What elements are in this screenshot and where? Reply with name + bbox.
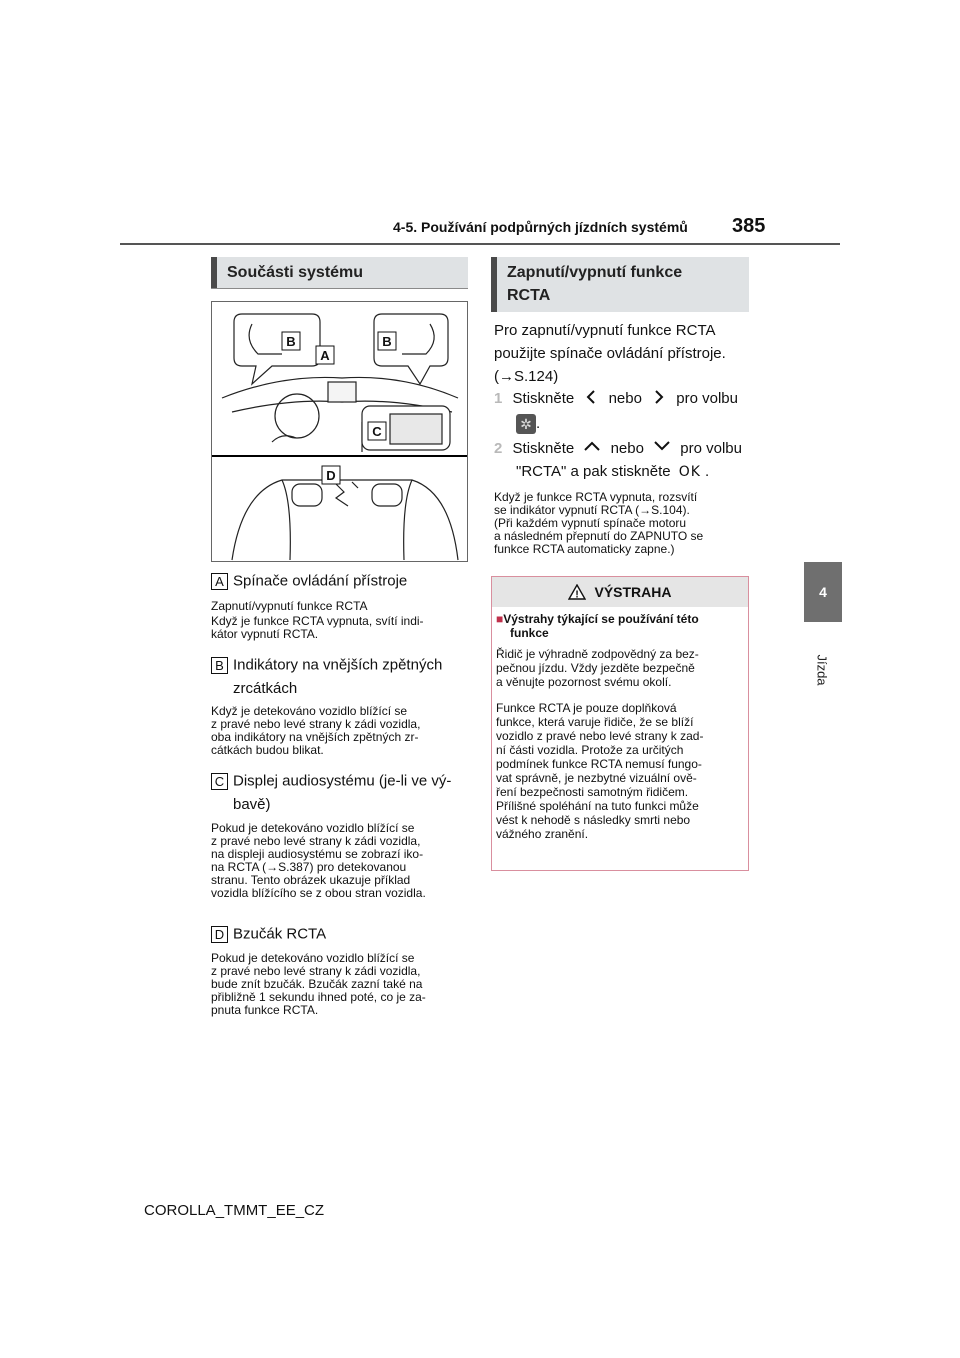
step-text: Stiskněte bbox=[512, 440, 575, 457]
item-b-desc bbox=[211, 705, 420, 757]
step-text: Stiskněte bbox=[512, 390, 575, 407]
note-line: Když je funkce RCTA vypnuta, rozsvítí bbox=[494, 490, 698, 504]
warning-line: vozidlo z pravé nebo levé strany k zad- bbox=[496, 729, 704, 743]
headrest-right bbox=[372, 484, 402, 506]
warning-line: ření bezpečnosti samotným řidičem. bbox=[496, 785, 689, 799]
step-text: . bbox=[704, 463, 710, 480]
item-d-title bbox=[211, 922, 326, 946]
item-b-desc-line: z pravé nebo levé strany k zádi vozidla, bbox=[211, 717, 421, 731]
warning-header bbox=[492, 577, 748, 607]
chevron-right-icon bbox=[652, 389, 666, 405]
warning-paragraph-1 bbox=[496, 647, 746, 689]
item-a-desc bbox=[211, 600, 424, 641]
chevron-down-icon bbox=[653, 440, 671, 452]
note-line: se indikátor vypnutí RCTA (→S.104). bbox=[494, 503, 690, 517]
note-line: a následném přepnutí do ZAPNUTO se bbox=[494, 529, 704, 543]
section-title-text: Součásti systému bbox=[227, 264, 364, 281]
item-d-desc-line: bude znít bzučák. Bzučák zazní také na bbox=[211, 977, 423, 991]
bullet-square-icon: ■ bbox=[496, 612, 504, 626]
step-text: nebo bbox=[608, 390, 642, 407]
footer-code: COROLLA_TMMT_EE_CZ bbox=[144, 1202, 325, 1219]
figure-label-a: A bbox=[320, 348, 330, 363]
chevron-left-icon bbox=[584, 389, 598, 405]
item-d-desc-line: Pokud je detekováno vozidlo blížící se bbox=[211, 951, 415, 965]
item-d-desc bbox=[211, 952, 426, 1017]
figure-label-b-left: B bbox=[286, 334, 296, 349]
step-text: nebo bbox=[610, 440, 644, 457]
intro-line: (→S.124) bbox=[494, 368, 559, 385]
section-title-rcta-toggle bbox=[491, 257, 749, 312]
warning-line: vat správně, je nezbytné vizuální ově- bbox=[496, 771, 697, 785]
warning-line: Řidič je výhradně zodpovědný za bez- bbox=[496, 647, 699, 661]
header-divider bbox=[120, 243, 840, 245]
buzzer-sound-icon bbox=[334, 482, 348, 506]
item-b-title-text: Indikátory na vnějších zpětných bbox=[233, 656, 443, 674]
item-c-desc-line: na RCTA (→S.387) pro detekovanou bbox=[211, 860, 407, 874]
warning-line: funkce, která varuje řidiče, že se blíží bbox=[496, 715, 694, 729]
item-b-desc-line: Když je detekováno vozidlo blížící se bbox=[211, 704, 408, 718]
note-paragraph bbox=[494, 491, 752, 556]
display-screen bbox=[328, 382, 356, 402]
warning-subhead bbox=[496, 612, 746, 640]
item-b-desc-line: oba indikátory na vnějších zpětných zr- bbox=[211, 730, 419, 744]
badge-b: B bbox=[211, 657, 228, 674]
warning-line: vážného zranění. bbox=[496, 827, 589, 841]
warning-line: ní části vozidla. Protože za určitých bbox=[496, 743, 684, 757]
step-text: pro volbu bbox=[680, 440, 742, 457]
intro-paragraph bbox=[494, 319, 752, 388]
item-c-desc-line: stranu. Tento obrázek ukazuje příklad bbox=[211, 873, 411, 887]
svg-text:!: ! bbox=[575, 589, 580, 600]
header-title: 4-5. Používání podpůrných jízdních systémů bbox=[393, 219, 688, 235]
warning-line: Přílišné spoléhání na tuto funkci může bbox=[496, 799, 699, 813]
figure-label-b-right: B bbox=[382, 334, 392, 349]
section-title-components bbox=[211, 257, 468, 289]
warning-subhead-text: Výstrahy týkající se používání této bbox=[503, 612, 699, 626]
left-mirror-callout bbox=[234, 314, 320, 384]
rcta-display-icon bbox=[390, 414, 442, 444]
step-text: "RCTA" a pak stiskněte bbox=[516, 463, 671, 480]
warning-line: a věnujte pozornost svému okolí. bbox=[496, 675, 672, 689]
warning-paragraph-2 bbox=[496, 701, 746, 841]
section-title-line: Zapnutí/vypnutí funkce bbox=[507, 264, 683, 281]
badge-a: A bbox=[211, 573, 228, 590]
item-d-desc-line: pnuta funkce RCTA. bbox=[211, 1003, 319, 1017]
page-number: 385 bbox=[732, 215, 766, 237]
step-1 bbox=[494, 387, 754, 435]
item-b-title-text-2: zrcátkách bbox=[233, 679, 298, 697]
figure-label-c: C bbox=[372, 424, 382, 439]
system-components-figure bbox=[211, 301, 468, 562]
chevron-up-icon bbox=[583, 440, 601, 452]
step-number: 1 bbox=[494, 390, 503, 407]
warning-line: pečnou jízdu. Vždy jezděte bezpečně bbox=[496, 661, 695, 675]
badge-d: D bbox=[211, 926, 228, 943]
badge-c: C bbox=[211, 773, 228, 790]
step-2 bbox=[494, 437, 754, 484]
section-title-line: RCTA bbox=[507, 287, 551, 304]
item-c-title-text: Displej audiosystému (je-li ve vý- bbox=[233, 772, 452, 790]
step-number: 2 bbox=[494, 440, 503, 457]
car-interior-illustration bbox=[212, 302, 467, 561]
item-c-desc-line: Pokud je detekováno vozidlo blížící se bbox=[211, 821, 415, 835]
step-text: . bbox=[536, 415, 541, 432]
item-c-desc bbox=[211, 822, 426, 900]
warning-subhead-text: funkce bbox=[510, 626, 549, 640]
chapter-label: Jízda bbox=[814, 654, 830, 686]
note-line: (Při každém vypnutí spínače motoru bbox=[494, 516, 687, 530]
steering-wheel bbox=[275, 394, 319, 438]
item-c-title bbox=[211, 769, 451, 816]
step-text: pro volbu bbox=[676, 390, 738, 407]
chapter-label-container bbox=[802, 630, 842, 710]
item-d-desc-line: přibližně 1 sekundu ihned poté, co je za- bbox=[211, 990, 426, 1004]
warning-line: vést k nehodě s následky smrti nebo bbox=[496, 813, 691, 827]
item-d-desc-line: z pravé nebo levé strany k zádi vozidla, bbox=[211, 964, 421, 978]
intro-line: použijte spínače ovládání přístroje. bbox=[494, 345, 726, 362]
warning-triangle-icon bbox=[568, 584, 586, 600]
warning-line: Funkce RCTA je pouze doplňková bbox=[496, 701, 677, 715]
item-a-desc-line: Když je funkce RCTA vypnuta, svítí indi- bbox=[211, 614, 424, 628]
item-a-title bbox=[211, 569, 407, 593]
warning-line: podmínek funkce RCTA nemusí fungo- bbox=[496, 757, 702, 771]
item-d-title-text: Bzučák RCTA bbox=[233, 925, 327, 943]
item-a-title-text: Spínače ovládání přístroje bbox=[233, 572, 408, 590]
chapter-tab bbox=[804, 562, 842, 622]
section-divider bbox=[211, 288, 468, 289]
item-b-desc-line: cátkách budou blikat. bbox=[211, 743, 324, 757]
chapter-number: 4 bbox=[819, 584, 827, 600]
item-c-desc-line: vozidla blížícího se z obou stran vozidla. bbox=[211, 886, 426, 900]
ok-icon: OK bbox=[678, 464, 701, 480]
item-a-desc-line: kátor vypnutí RCTA. bbox=[211, 627, 319, 641]
gear-icon: ✲ bbox=[516, 414, 536, 434]
figure-label-d: D bbox=[326, 468, 336, 483]
note-line: funkce RCTA automaticky zapne.) bbox=[494, 542, 675, 556]
item-c-desc-line: na displeji audiosystému se zobrazí iko- bbox=[211, 847, 424, 861]
item-c-title-text-2: bavě) bbox=[233, 795, 271, 813]
item-a-desc-line: Zapnutí/vypnutí funkce RCTA bbox=[211, 599, 368, 613]
item-c-desc-line: z pravé nebo levé strany k zádi vozidla, bbox=[211, 834, 421, 848]
warning-title: VÝSTRAHA bbox=[594, 584, 672, 600]
headrest-left bbox=[292, 484, 322, 506]
intro-line: Pro zapnutí/vypnutí funkce RCTA bbox=[494, 322, 716, 339]
item-b-title bbox=[211, 653, 442, 700]
